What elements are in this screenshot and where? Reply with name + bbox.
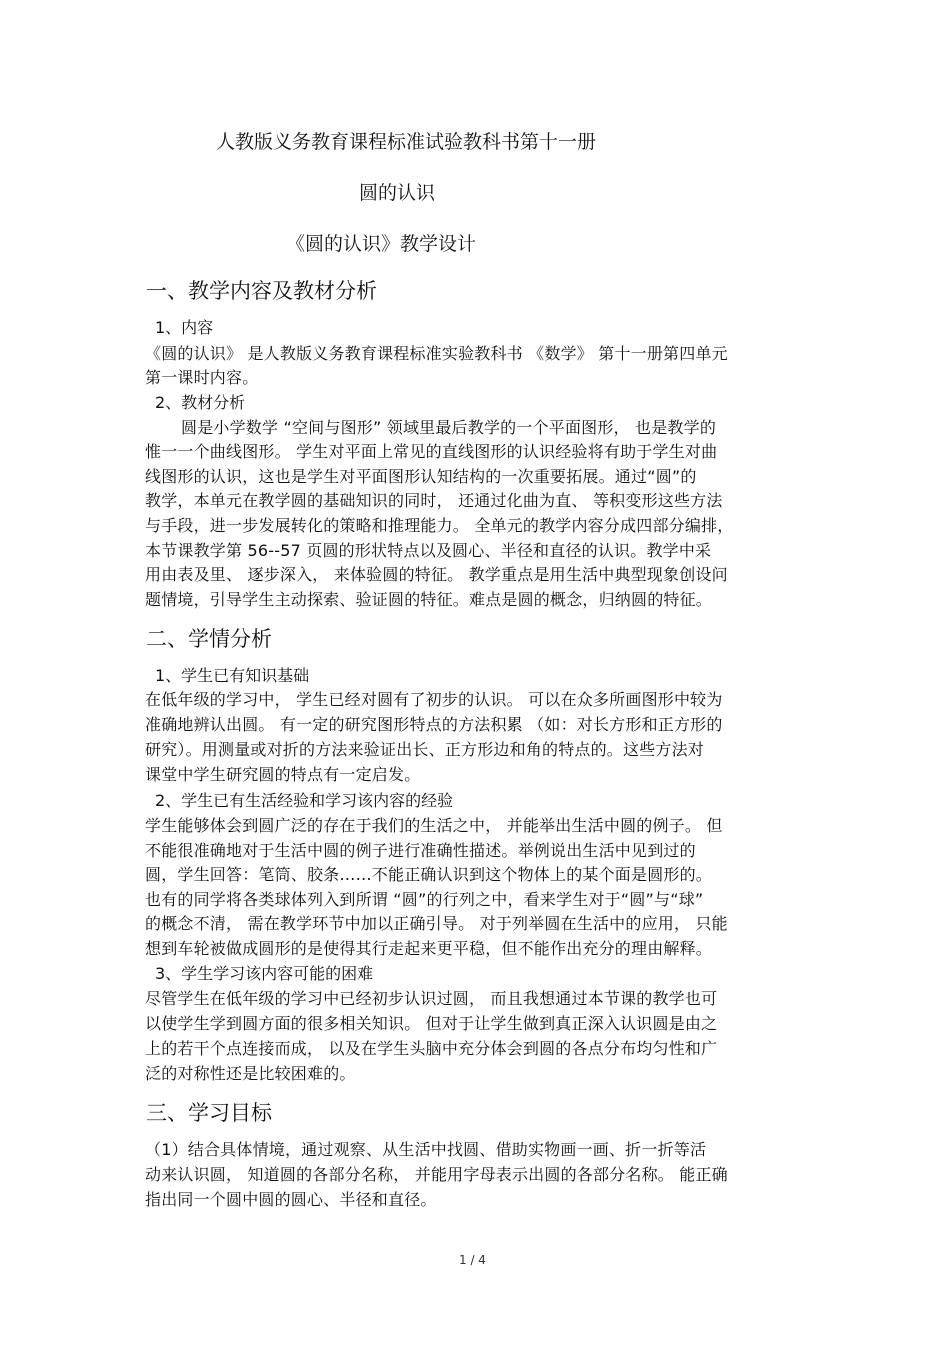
body-line: 动来认识圆， 知道圆的各部分名称， 并能用字母表示出圆的各部分名称。 能正确 bbox=[145, 1165, 728, 1184]
lesson-title: 圆的认识 bbox=[359, 182, 436, 204]
body-line: 题情境，引导学生主动探索、验证圆的特征。难点是圆的概念，归纳圆的特征。 bbox=[145, 590, 713, 609]
subsection-heading: 1、学生已有知识基础 bbox=[155, 666, 310, 685]
body-line: 不能很准确地对于生活中圆的例子进行准确性描述。举例说出生活中见到过的 bbox=[145, 841, 696, 860]
body-line: 用由表及里、 逐步深入， 来体验圆的特征。 教学重点是用生活中典型现象创设问 bbox=[145, 565, 728, 584]
body-line: 第一课时内容。 bbox=[145, 368, 259, 387]
body-line: 以使学生学到圆方面的很多相关知识。 但对于让学生做到真正深入认识圆是由之 bbox=[145, 1014, 718, 1033]
body-line: 尽管学生在低年级的学习中已经初步认识过圆， 而且我想通过本节课的教学也可 bbox=[145, 989, 718, 1008]
body-line: 想到车轮被做成圆形的是使得其行走起来更平稳，但不能作出充分的理由解释。 bbox=[145, 939, 713, 958]
body-line: （1）结合具体情境，通过观察、从生活中找圆、借助实物画一画、折一折等活 bbox=[145, 1140, 707, 1159]
series-title: 人教版义务教育课程标准试验教科书第十一册 bbox=[216, 131, 597, 153]
body-line: 研究）。用测量或对折的方法来验证出长、正方形边和角的特点的。这些方法对 bbox=[145, 740, 705, 759]
body-line: 课堂中学生研究圆的特点有一定启发。 bbox=[145, 765, 421, 784]
body-line: 指出同一个圆中圆的圆心、半径和直径。 bbox=[145, 1190, 437, 1209]
page-number: 1 / 4 bbox=[459, 1253, 486, 1267]
body-line: 与手段，进一步发展转化的策略和推理能力。 全单元的教学内容分成四部分编排， bbox=[145, 516, 734, 535]
body-line: 本节课教学第 56--57 页圆的形状特点以及圆心、半径和直径的认识。教学中采 bbox=[145, 541, 712, 560]
design-title: 《圆的认识》教学设计 bbox=[286, 233, 477, 255]
body-line: 学生能够体会到圆广泛的存在于我们的生活之中， 并能举出生活中圆的例子。 但 bbox=[145, 816, 723, 835]
body-line: 圆，学生回答：笔筒、胶条……不能正确认识到这个物体上的某个面是圆形的。 bbox=[145, 865, 713, 884]
section-heading: 三、学习目标 bbox=[146, 1101, 272, 1125]
body-line: 圆是小学数学 “空间与图形” 领域里最后教学的一个平面图形， 也是教学的 bbox=[181, 418, 717, 437]
body-line: 也有的同学将各类球体列入到所谓 “圆”的行列之中，看来学生对于“圆”与“球” bbox=[145, 890, 704, 909]
body-line: 线图形的认识，这也是学生对平面图形认知结构的一次重要拓展。通过“圆”的 bbox=[145, 467, 697, 486]
body-line: 教学，本单元在教学圆的基础知识的同时， 还通过化曲为直、 等积变形这些方法 bbox=[145, 491, 723, 510]
section-heading: 二、学情分析 bbox=[146, 627, 272, 651]
subsection-heading: 2、教材分析 bbox=[155, 393, 246, 412]
body-line: 惟一一个曲线图形。 学生对平面上常见的直线图形的认识经验将有助于学生对曲 bbox=[145, 442, 718, 461]
body-line: 准确地辨认出圆。 有一定的研究图形特点的方法积累 （如：对长方形和正方形的 bbox=[145, 715, 723, 734]
subsection-heading: 3、学生学习该内容可能的困难 bbox=[155, 964, 374, 983]
body-line: 的概念不清， 需在教学环节中加以正确引导。 对于列举圆在生活中的应用， 只能 bbox=[145, 914, 728, 933]
body-line: 上的若干个点连接而成， 以及在学生头脑中充分体会到圆的各点分布均匀性和广 bbox=[145, 1039, 718, 1058]
subsection-heading: 1、内容 bbox=[155, 318, 214, 337]
section-heading: 一、教学内容及教材分析 bbox=[146, 279, 377, 303]
subsection-heading: 2、学生已有生活经验和学习该内容的经验 bbox=[155, 791, 454, 810]
body-line: 在低年级的学习中， 学生已经对圆有了初步的认识。 可以在众多所画图形中较为 bbox=[145, 690, 723, 709]
body-line: 《圆的认识》 是人教版义务教育课程标准实验教科书 《数学》 第十一册第四单元 bbox=[145, 344, 728, 363]
body-line: 泛的对称性还是比较困难的。 bbox=[145, 1064, 356, 1083]
